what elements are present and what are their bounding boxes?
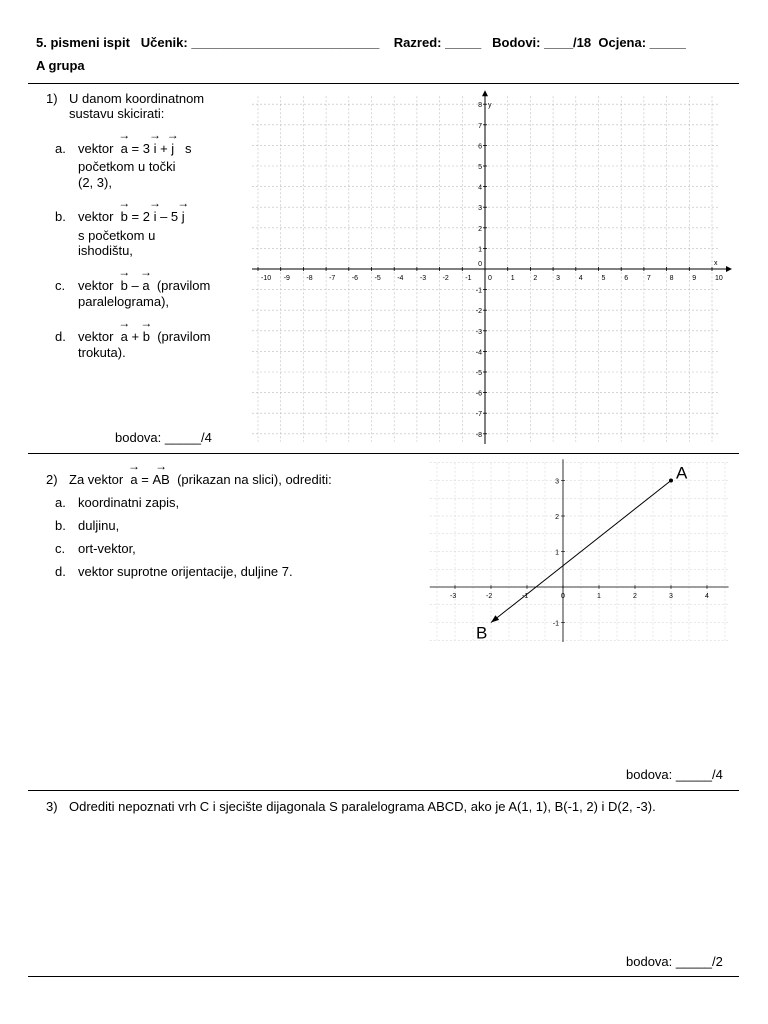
y-tick-label: -1 — [475, 287, 482, 295]
minus-sign: – — [131, 278, 139, 293]
x-tick-label: -1 — [465, 275, 472, 282]
point-b-label: B — [476, 623, 488, 642]
y-tick-label: -3 — [475, 328, 482, 336]
task2-item-b-letter: b. — [55, 518, 66, 533]
x-tick-label: 0 — [561, 593, 565, 600]
task2-item-c-letter: c. — [55, 541, 66, 556]
task1-item-b-line2: s početkom u — [78, 228, 156, 243]
task2-intro — [69, 472, 332, 488]
y-tick-label: 4 — [478, 184, 482, 192]
x-tick-label: 2 — [633, 593, 637, 600]
task2-item-b-text: duljinu, — [78, 518, 120, 533]
point-a-label: A — [676, 463, 688, 483]
y-tick-label: 2 — [478, 225, 482, 233]
student-name-blank[interactable]: __________________________ — [191, 35, 380, 50]
axes — [430, 459, 729, 642]
vector-a: → a — [142, 278, 149, 294]
task1-number: 1) — [46, 91, 58, 106]
x-tick-label: -7 — [329, 275, 336, 282]
vector-b: → b — [121, 209, 128, 225]
x-tick-label: 3 — [669, 593, 673, 600]
x-tick-label: 1 — [510, 275, 515, 282]
class-label: Razred: — [393, 35, 442, 50]
x-tick-label: 7 — [646, 275, 651, 282]
task1-item-a-line2: početkom u točki — [78, 159, 176, 174]
task1-item-b-line3: ishodištu, — [78, 243, 133, 258]
x-tick-label: -5 — [374, 275, 381, 282]
task2-points[interactable]: bodova: _____/4 — [626, 767, 723, 782]
task2-number: 2) — [46, 472, 58, 487]
task1-item-c-line2: paralelograma), — [78, 294, 170, 309]
word-vektor: vektor — [78, 209, 114, 224]
x-tick-label: -4 — [397, 275, 404, 282]
y-tick-label: -5 — [475, 370, 482, 377]
x-axis-arrow — [726, 266, 732, 272]
x-axis-label: x — [714, 260, 718, 267]
intro-post: (prikazan na slici), odrediti: — [177, 472, 332, 487]
x-tick-label: 10 — [715, 275, 723, 282]
y-tick-label: -1 — [552, 620, 559, 628]
x-tick-label: -2 — [486, 593, 493, 600]
vector-ab: → AB — [153, 472, 170, 488]
y-tick-label: 8 — [478, 102, 482, 110]
x-tick-labels — [450, 593, 709, 600]
y-axis-arrow — [482, 90, 488, 96]
intro-pre: Za vektor — [69, 472, 124, 487]
x-tick-label: -8 — [306, 275, 313, 282]
task3-text: Odrediti nepoznati vrh C i sjecište dijagonala S paralelograma ABCD, ako je A(1, 1), B(-1, 2) i D(2, -3). — [69, 799, 656, 814]
x-tick-label: 9 — [692, 275, 697, 282]
word-vektor: vektor — [78, 278, 114, 293]
task1-item-c-letter: c. — [55, 278, 66, 293]
x-tick-label: -1 — [522, 593, 529, 600]
task1-item-d-letter: d. — [55, 329, 66, 344]
task1-item-d-line2: trokuta). — [78, 345, 126, 360]
y-tick-label: -7 — [475, 411, 482, 419]
equals-two: = 2 — [131, 209, 150, 224]
divider — [28, 453, 739, 454]
minus-five: – 5 — [160, 209, 179, 224]
task1-item-b — [78, 209, 185, 225]
points-blank[interactable]: ____ — [544, 35, 574, 50]
x-tick-label: -10 — [261, 275, 272, 282]
rule-note: (pravilom — [156, 278, 211, 293]
class-blank[interactable]: _____ — [445, 35, 482, 50]
exam-title — [36, 35, 686, 51]
task1-item-c — [78, 278, 210, 294]
y-tick-label: 5 — [478, 164, 482, 171]
grid-lines — [430, 463, 729, 641]
y-axis-label: y — [488, 102, 492, 110]
x-tick-label: -6 — [351, 275, 359, 282]
unit-vector-i: → i — [154, 209, 157, 225]
grade-label: Ocjena: — [598, 35, 647, 50]
origin-label: 0 — [478, 261, 482, 268]
word-s: s — [185, 141, 192, 156]
y-tick-label: -4 — [475, 349, 482, 357]
x-tick-label: -3 — [450, 593, 457, 600]
x-tick-label: 4 — [705, 593, 709, 600]
y-tick-label: 3 — [555, 478, 559, 486]
x-tick-label: -9 — [283, 275, 290, 282]
x-tick-label: 3 — [556, 275, 561, 282]
unit-vector-j: → j — [182, 209, 185, 225]
x-tick-label: 6 — [624, 275, 629, 282]
y-tick-label: -6 — [475, 390, 482, 398]
task1-points[interactable]: bodova: _____/4 — [115, 430, 212, 445]
task2-item-c-text: ort-vektor, — [78, 541, 136, 556]
word-vektor: vektor — [78, 141, 114, 156]
student-label: Učenik: — [140, 35, 188, 50]
x-tick-label: -3 — [419, 275, 427, 282]
y-tick-label: -2 — [475, 308, 482, 316]
x-tick-label: 8 — [669, 275, 674, 282]
vector-arrowhead — [491, 615, 499, 622]
plus-sign: + — [160, 141, 168, 156]
task2-item-a-text: koordinatni zapis, — [78, 495, 180, 510]
points-max: /18 — [573, 35, 592, 50]
divider — [28, 976, 739, 977]
vector-a: → a — [121, 141, 128, 157]
y-tick-label: 3 — [478, 205, 482, 213]
plus-sign: + — [131, 329, 140, 344]
x-tick-label: 0 — [488, 275, 492, 282]
exam-number: 5. pismeni ispit — [36, 35, 130, 50]
vector-b: → b — [121, 278, 128, 294]
task2-vector-graph — [420, 456, 730, 642]
group-label: A grupa — [36, 58, 85, 73]
points-label: Bodovi: — [492, 35, 541, 50]
equals-three: = 3 — [131, 141, 150, 156]
x-tick-label: 4 — [578, 275, 583, 282]
task1-item-b-letter: b. — [55, 209, 66, 224]
y-tick-labels — [553, 479, 559, 628]
task2-item-d-text: vektor suprotne orijentacije, duljine 7. — [78, 564, 293, 579]
divider — [28, 83, 739, 84]
x-tick-labels — [261, 275, 723, 282]
y-tick-label: 1 — [555, 549, 559, 557]
axes — [252, 90, 732, 444]
task1-intro-line2: sustavu skicirati: — [69, 106, 165, 121]
y-tick-label: 2 — [555, 514, 559, 521]
x-tick-label: 5 — [601, 275, 606, 282]
y-tick-labels — [476, 102, 482, 439]
word-vektor: vektor — [78, 329, 114, 344]
vector-a: → a — [130, 472, 137, 488]
y-tick-label: 6 — [478, 143, 482, 151]
equals-sign: = — [141, 472, 149, 487]
unit-vector-i: → i — [154, 141, 157, 157]
task3-points[interactable]: bodova: _____/2 — [626, 954, 723, 969]
task2-item-d-letter: d. — [55, 564, 66, 579]
task1-item-a — [78, 141, 192, 157]
task1-item-a-letter: a. — [55, 141, 66, 156]
task1-coordinate-grid[interactable] — [236, 88, 736, 444]
divider — [28, 790, 739, 791]
point-a — [669, 479, 673, 483]
x-tick-label: 1 — [597, 593, 601, 600]
task1-item-a-line3: (2, 3), — [78, 175, 112, 190]
task2-item-a-letter: a. — [55, 495, 66, 510]
task1-intro-line1: U danom koordinatnom — [69, 91, 205, 106]
grade-blank[interactable]: _____ — [649, 35, 686, 50]
x-tick-label: -2 — [442, 275, 449, 282]
rule-note: (pravilom — [157, 329, 211, 344]
vector-b: → b — [143, 329, 150, 345]
unit-vector-j: → j — [171, 141, 174, 157]
y-tick-label: 7 — [478, 122, 482, 130]
x-tick-label: 2 — [533, 275, 538, 282]
y-tick-label: -8 — [475, 431, 482, 439]
task1-item-d — [78, 329, 211, 345]
task3-number: 3) — [46, 799, 58, 814]
vector-a: → a — [121, 329, 128, 345]
y-tick-label: 1 — [478, 246, 482, 254]
